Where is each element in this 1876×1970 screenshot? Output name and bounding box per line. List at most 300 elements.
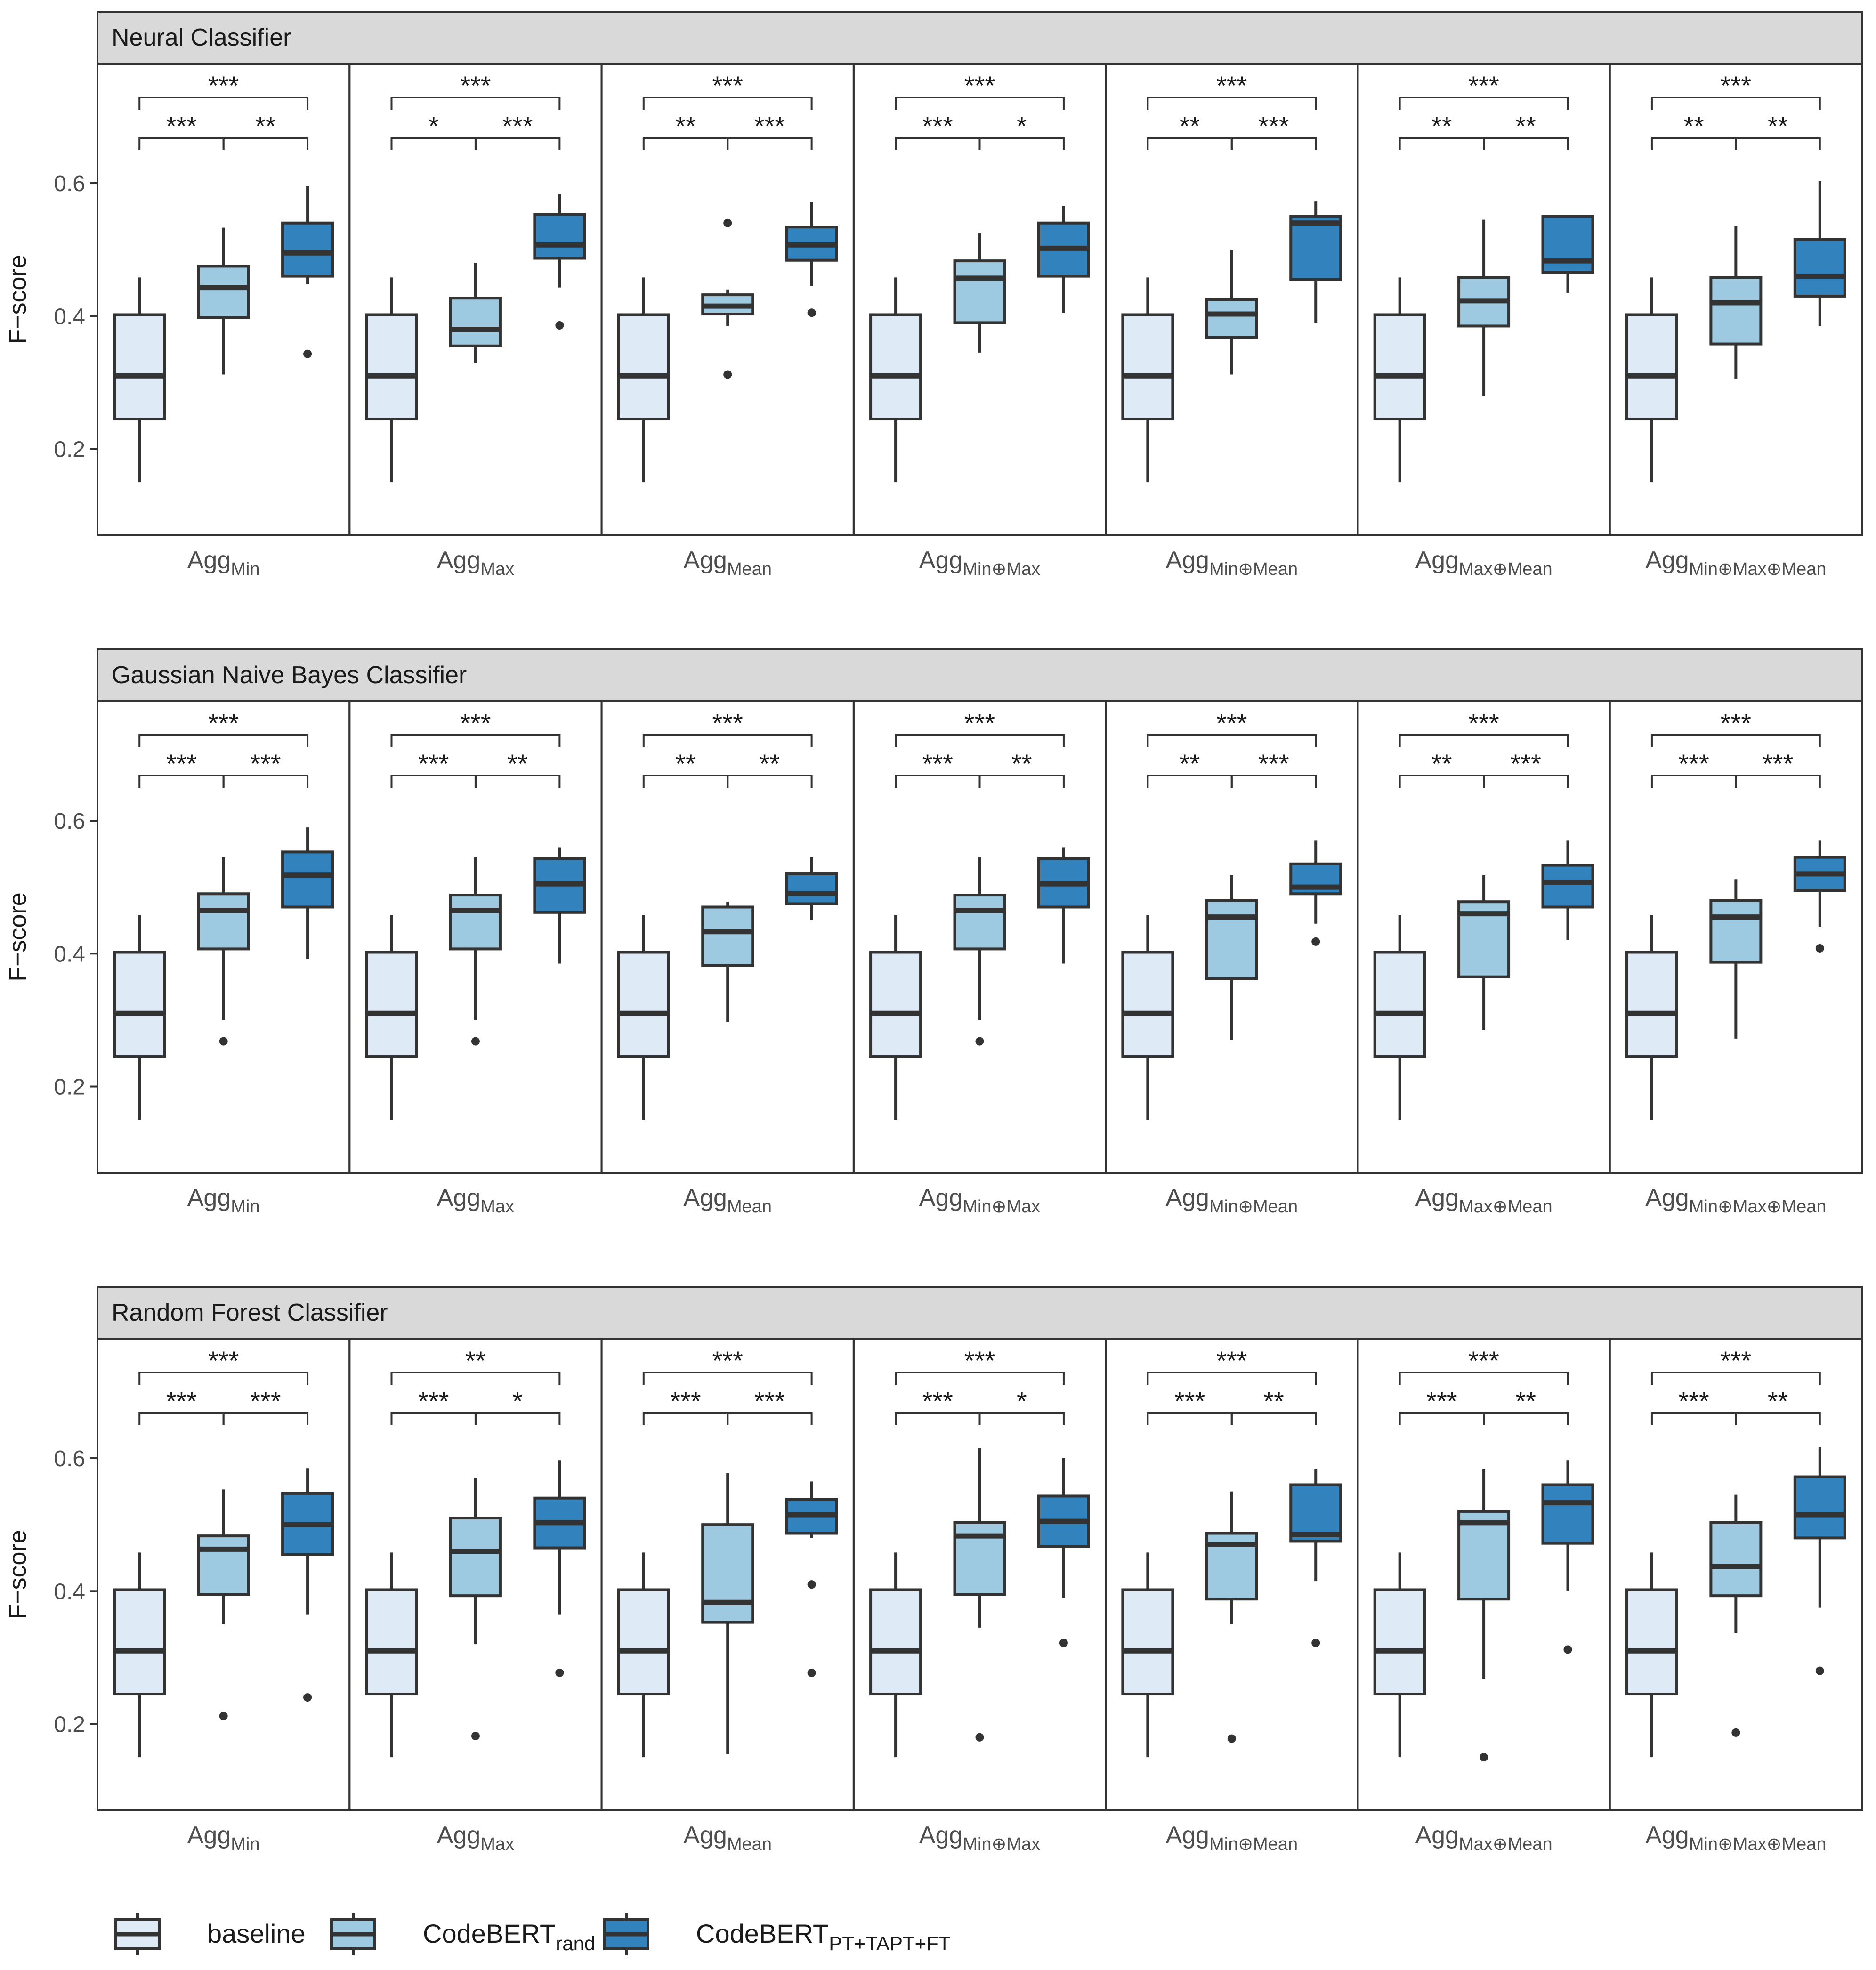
facet-5: [1358, 1339, 1609, 1854]
x-category-sub: Min⊕Mean: [1209, 1197, 1298, 1217]
sig-bracket-top-label: ***: [712, 71, 743, 100]
sig-bracket-right: [1484, 1386, 1568, 1425]
sig-bracket-right-label: ***: [754, 1386, 785, 1416]
box-iqr: [955, 895, 1005, 949]
box-baseline: [619, 915, 669, 1120]
sig-bracket-top-label: ***: [460, 708, 491, 738]
outlier-point: [808, 308, 816, 317]
box-full: [1795, 1447, 1845, 1675]
x-category-label: [683, 1822, 772, 1854]
legend-label-sub: PT+TAPT+FT: [829, 1932, 951, 1954]
outlier-point: [471, 1732, 480, 1740]
box-iqr: [787, 874, 837, 904]
x-category-label: [187, 1822, 260, 1854]
x-category-base: Agg: [683, 547, 727, 574]
x-category-base: Agg: [919, 547, 963, 574]
outlier-point: [808, 1669, 816, 1677]
sig-bracket-top: [1148, 71, 1316, 110]
box-full: [1039, 206, 1089, 313]
box-rand: [199, 228, 249, 375]
box-full: [283, 1468, 332, 1702]
panel-0: [4, 12, 1862, 579]
sig-bracket-left: [1400, 749, 1484, 788]
x-category-sub: Max⊕Mean: [1458, 559, 1553, 579]
sig-bracket-left: [139, 749, 223, 788]
box-rand: [1711, 879, 1761, 1039]
x-category-base: Agg: [1415, 547, 1459, 574]
box-iqr: [871, 1590, 921, 1694]
sig-bracket-left-label: **: [1431, 749, 1452, 778]
x-category-base: Agg: [187, 547, 231, 574]
sig-bracket-left-label: ***: [166, 749, 197, 778]
box-iqr: [619, 952, 669, 1057]
box-rand: [1207, 250, 1257, 374]
sig-bracket-right: [1736, 111, 1819, 150]
box-full: [534, 1460, 584, 1677]
x-category-label: [437, 1822, 514, 1854]
sig-bracket-right: [1484, 111, 1568, 150]
sig-bracket-right-label: ***: [1258, 749, 1289, 778]
sig-bracket-right: [728, 111, 811, 150]
sig-bracket-top: [1652, 1346, 1820, 1385]
sig-bracket-left: [392, 1386, 476, 1425]
box-baseline: [871, 277, 921, 482]
box-full: [1291, 840, 1341, 946]
x-category-base: Agg: [683, 1184, 727, 1211]
x-category-base: Agg: [1645, 1184, 1689, 1211]
sig-bracket-right-label: **: [1263, 1386, 1284, 1416]
box-rand: [703, 902, 752, 1022]
sig-bracket-right-label: ***: [250, 1386, 281, 1416]
facet-5: [1358, 64, 1609, 579]
x-category-label: [919, 1184, 1040, 1217]
box-rand: [955, 233, 1005, 353]
sig-bracket-left: [1148, 111, 1231, 150]
sig-bracket-top: [1148, 1346, 1316, 1385]
sig-bracket-left-label: **: [1683, 111, 1704, 141]
sig-bracket-top-label: ***: [1216, 1346, 1247, 1375]
sig-bracket-right-label: **: [759, 749, 780, 778]
x-category-sub: Min: [231, 1197, 260, 1217]
sig-bracket-right-label: ***: [754, 111, 785, 141]
box-full: [1795, 181, 1845, 326]
box-baseline: [1375, 277, 1425, 482]
facet-0: [97, 701, 349, 1217]
box-rand: [1711, 1495, 1761, 1737]
sig-bracket-right-label: ***: [1762, 749, 1794, 778]
sig-bracket-right-label: **: [507, 749, 528, 778]
box-iqr: [703, 907, 752, 965]
box-baseline: [1627, 915, 1677, 1120]
facet-2: [602, 1339, 854, 1854]
x-category-label: [1415, 1822, 1552, 1854]
box-full: [1543, 840, 1593, 940]
sig-bracket-top: [1400, 1346, 1568, 1385]
facet-2: [602, 701, 854, 1217]
outlier-point: [723, 219, 732, 227]
box-rand: [199, 857, 249, 1046]
sig-bracket-top: [1652, 708, 1820, 747]
x-category-sub: Min⊕Max: [962, 559, 1041, 579]
box-full: [283, 186, 332, 358]
sig-bracket-right: [728, 1386, 811, 1425]
facet-4: [1106, 64, 1358, 579]
sig-bracket-top-label: ***: [1468, 71, 1499, 100]
sig-bracket-right: [476, 749, 559, 788]
sig-bracket-left-label: **: [675, 749, 696, 778]
sig-bracket-top: [1400, 71, 1568, 110]
box-rand: [1459, 1469, 1509, 1761]
x-category-sub: Min: [231, 1834, 260, 1854]
sig-bracket-left: [139, 111, 223, 150]
sig-bracket-top: [139, 71, 307, 110]
sig-bracket-left-label: ***: [166, 1386, 197, 1416]
sig-bracket-right: [1232, 111, 1316, 150]
box-full: [787, 857, 837, 920]
box-baseline: [367, 1552, 417, 1757]
box-baseline: [114, 915, 164, 1120]
box-full: [283, 827, 332, 959]
outlier-point: [1731, 1728, 1740, 1737]
box-rand: [199, 1489, 249, 1720]
x-category-label: [1645, 1184, 1826, 1217]
legend-item-baseline: [116, 1913, 306, 1955]
box-baseline: [1123, 915, 1172, 1120]
facet-6: [1610, 1339, 1862, 1854]
box-iqr: [1123, 315, 1172, 419]
sig-bracket-right-label: *: [512, 1386, 523, 1416]
box-iqr: [1711, 1523, 1761, 1596]
x-category-base: Agg: [1645, 1822, 1689, 1849]
y-tick-label: 0.4: [54, 942, 85, 967]
x-category-label: [187, 1184, 260, 1217]
box-baseline: [114, 1552, 164, 1757]
sig-bracket-right: [980, 111, 1064, 150]
outlier-point: [219, 1037, 228, 1046]
box-rand: [1459, 220, 1509, 396]
legend-label-sub: rand: [556, 1932, 596, 1954]
sig-bracket-left: [1652, 111, 1736, 150]
sig-bracket-left-label: ***: [922, 1386, 953, 1416]
x-category-sub: Mean: [727, 559, 772, 579]
sig-bracket-top: [896, 71, 1064, 110]
x-category-sub: Min⊕Max: [962, 1834, 1041, 1854]
x-category-base: Agg: [1165, 547, 1209, 574]
panel-title: Gaussian Naive Bayes Classifier: [112, 662, 467, 689]
legend-label: [696, 1919, 950, 1954]
box-iqr: [114, 952, 164, 1057]
sig-bracket-left-label: ***: [166, 111, 197, 141]
sig-bracket-left-label: ***: [1426, 1386, 1457, 1416]
outlier-point: [1311, 937, 1320, 946]
x-category-sub: Min⊕Max⊕Mean: [1689, 1834, 1827, 1854]
x-category-sub: Min⊕Mean: [1209, 1834, 1298, 1854]
x-category-sub: Min⊕Max⊕Mean: [1689, 1197, 1827, 1217]
outlier-point: [1564, 1645, 1572, 1654]
sig-bracket-left-label: **: [1179, 749, 1200, 778]
x-category-base: Agg: [1165, 1822, 1209, 1849]
x-category-base: Agg: [1415, 1184, 1459, 1211]
sig-bracket-top-label: ***: [208, 71, 239, 100]
box-iqr: [1627, 315, 1677, 419]
box-iqr: [283, 852, 332, 907]
sig-bracket-top-label: ***: [712, 1346, 743, 1375]
y-tick-label: 0.6: [54, 1446, 85, 1472]
y-tick-label: 0.2: [54, 437, 85, 462]
outlier-point: [1228, 1735, 1236, 1743]
sig-bracket-right: [980, 749, 1064, 788]
box-baseline: [1123, 277, 1172, 482]
y-axis-label: F−score: [4, 892, 32, 982]
x-category-base: Agg: [437, 1822, 481, 1849]
x-category-base: Agg: [187, 1822, 231, 1849]
box-full: [1039, 847, 1089, 963]
sig-bracket-top: [896, 708, 1064, 747]
sig-bracket-right-label: ***: [250, 749, 281, 778]
box-iqr: [199, 894, 249, 949]
sig-bracket-left: [644, 1386, 728, 1425]
sig-bracket-top: [644, 708, 812, 747]
box-iqr: [1375, 1590, 1425, 1694]
box-rand: [1207, 875, 1257, 1040]
sig-bracket-top-label: ***: [208, 708, 239, 738]
box-iqr: [451, 298, 501, 346]
box-rand: [955, 1448, 1005, 1742]
x-category-base: Agg: [919, 1822, 963, 1849]
sig-bracket-right-label: **: [1011, 749, 1032, 778]
box-full: [787, 202, 837, 317]
box-baseline: [1375, 1552, 1425, 1757]
box-iqr: [871, 952, 921, 1057]
box-full: [787, 1481, 837, 1677]
box-iqr: [1207, 299, 1257, 337]
box-iqr: [534, 214, 584, 258]
box-iqr: [1711, 277, 1761, 344]
sig-bracket-right-label: ***: [1258, 111, 1289, 141]
box-iqr: [199, 266, 249, 317]
box-rand: [451, 857, 501, 1046]
box-baseline: [871, 1552, 921, 1757]
sig-bracket-right: [224, 1386, 307, 1425]
box-iqr: [1543, 1485, 1593, 1543]
sig-bracket-left: [1148, 749, 1231, 788]
sig-bracket-left: [1148, 1386, 1231, 1425]
x-category-sub: Min⊕Mean: [1209, 559, 1298, 579]
box-full: [534, 847, 584, 963]
outlier-point: [976, 1733, 984, 1742]
sig-bracket-left: [896, 749, 979, 788]
facet-5: [1358, 701, 1609, 1217]
sig-bracket-left-label: **: [1431, 111, 1452, 141]
x-category-base: Agg: [437, 547, 481, 574]
sig-bracket-left: [392, 111, 476, 150]
sig-bracket-right: [1232, 749, 1316, 788]
sig-bracket-left-label: ***: [418, 1386, 449, 1416]
outlier-point: [1816, 944, 1824, 953]
facet-6: [1610, 64, 1862, 579]
box-full: [1795, 840, 1845, 953]
sig-bracket-right-label: ***: [502, 111, 533, 141]
box-iqr: [619, 315, 669, 419]
box-iqr: [367, 315, 417, 419]
outlier-point: [1311, 1639, 1320, 1647]
x-category-label: [437, 547, 514, 579]
facet-3: [854, 1339, 1106, 1854]
outlier-point: [1059, 1639, 1068, 1647]
y-tick-label: 0.6: [54, 171, 85, 197]
legend-label-base: CodeBERT: [696, 1919, 829, 1948]
y-axis-label: F−score: [4, 1530, 32, 1619]
sig-bracket-right-label: ***: [1510, 749, 1541, 778]
box-iqr: [1795, 240, 1845, 296]
facet-4: [1106, 1339, 1358, 1854]
panel-1: [4, 649, 1862, 1217]
y-tick-label: 0.6: [54, 809, 85, 834]
sig-bracket-left-label: ***: [418, 749, 449, 778]
x-category-sub: Max⊕Mean: [1458, 1197, 1553, 1217]
legend-label-base: CodeBERT: [423, 1919, 556, 1948]
sig-bracket-top-label: ***: [1720, 708, 1752, 738]
outlier-point: [555, 321, 564, 330]
x-category-label: [1165, 1822, 1298, 1854]
sig-bracket-top-label: ***: [964, 71, 995, 100]
box-full: [1291, 201, 1341, 323]
box-iqr: [1543, 217, 1593, 273]
x-category-sub: Mean: [727, 1197, 772, 1217]
box-iqr: [1375, 952, 1425, 1057]
sig-bracket-top-label: ***: [1720, 1346, 1752, 1375]
box-rand: [703, 1473, 752, 1754]
box-iqr: [1543, 865, 1593, 907]
sig-bracket-right-label: *: [1016, 111, 1027, 141]
x-category-sub: Max: [480, 1197, 515, 1217]
sig-bracket-top-label: ***: [1468, 1346, 1499, 1375]
sig-bracket-right-label: **: [255, 111, 276, 141]
x-category-label: [683, 1184, 772, 1217]
outlier-point: [1480, 1753, 1488, 1761]
box-baseline: [1123, 1552, 1172, 1757]
x-category-sub: Min⊕Max: [962, 1197, 1041, 1217]
box-full: [1543, 1460, 1593, 1654]
facet-2: [602, 64, 854, 579]
y-tick-label: 0.2: [54, 1074, 85, 1100]
box-iqr: [199, 1536, 249, 1594]
sig-bracket-top: [1652, 71, 1820, 110]
facet-0: [97, 1339, 349, 1854]
outlier-point: [219, 1712, 228, 1720]
x-category-label: [1165, 547, 1298, 579]
sig-bracket-top-label: ***: [1720, 71, 1752, 100]
sig-bracket-top: [392, 1346, 560, 1385]
panel-strip: [97, 12, 1862, 64]
sig-bracket-top-label: ***: [964, 708, 995, 738]
y-tick-label: 0.4: [54, 304, 85, 330]
sig-bracket-top-label: ***: [964, 1346, 995, 1375]
x-category-label: [919, 1822, 1040, 1854]
sig-bracket-right: [1736, 749, 1819, 788]
sig-bracket-left: [392, 749, 476, 788]
box-full: [534, 194, 584, 330]
outlier-point: [808, 1580, 816, 1589]
x-category-base: Agg: [1165, 1184, 1209, 1211]
y-tick-label: 0.2: [54, 1712, 85, 1737]
box-baseline: [1375, 915, 1425, 1120]
box-iqr: [1207, 900, 1257, 979]
x-category-base: Agg: [437, 1184, 481, 1211]
x-category-sub: Min⊕Max⊕Mean: [1689, 559, 1827, 579]
sig-bracket-right: [224, 111, 307, 150]
box-iqr: [1711, 900, 1761, 962]
box-rand: [1459, 875, 1509, 1030]
x-category-label: [919, 547, 1040, 579]
box-baseline: [1627, 277, 1677, 482]
sig-bracket-right: [728, 749, 811, 788]
box-baseline: [619, 277, 669, 482]
panel-title: Random Forest Classifier: [112, 1299, 388, 1326]
box-iqr: [283, 223, 332, 276]
box-rand: [451, 1478, 501, 1740]
sig-bracket-right: [476, 111, 559, 150]
sig-bracket-left: [1400, 111, 1484, 150]
x-category-label: [1165, 1184, 1298, 1217]
sig-bracket-top-label: ***: [1216, 708, 1247, 738]
box-baseline: [367, 277, 417, 482]
x-category-label: [187, 547, 260, 579]
sig-bracket-left: [644, 111, 728, 150]
sig-bracket-left: [1400, 1386, 1484, 1425]
box-baseline: [1627, 1552, 1677, 1757]
box-rand: [1207, 1492, 1257, 1743]
x-category-sub: Max⊕Mean: [1458, 1834, 1553, 1854]
sig-bracket-top-label: ***: [712, 708, 743, 738]
sig-bracket-right: [980, 1386, 1064, 1425]
sig-bracket-top: [139, 708, 307, 747]
sig-bracket-top: [644, 71, 812, 110]
x-category-base: Agg: [1645, 547, 1689, 574]
outlier-point: [555, 1669, 564, 1677]
box-full: [1543, 215, 1593, 293]
x-category-sub: Max: [480, 559, 515, 579]
sig-bracket-left-label: ***: [922, 749, 953, 778]
outlier-point: [976, 1037, 984, 1046]
facet-3: [854, 64, 1106, 579]
outlier-point: [303, 350, 312, 358]
sig-bracket-right-label: **: [1767, 111, 1788, 141]
box-baseline: [367, 915, 417, 1120]
box-full: [1039, 1458, 1089, 1647]
box-rand: [1711, 226, 1761, 379]
sig-bracket-left-label: ***: [670, 1386, 701, 1416]
sig-bracket-top: [896, 1346, 1064, 1385]
box-rand: [955, 857, 1005, 1046]
sig-bracket-left: [1652, 749, 1736, 788]
panel-2: [4, 1287, 1862, 1854]
legend-label-base: baseline: [207, 1919, 306, 1948]
facet-1: [349, 701, 601, 1217]
sig-bracket-right: [1232, 1386, 1316, 1425]
legend-item-full: [605, 1913, 950, 1955]
box-iqr: [451, 895, 501, 949]
box-iqr: [703, 1525, 752, 1622]
sig-bracket-top-label: ***: [208, 1346, 239, 1375]
facet-1: [349, 1339, 601, 1854]
sig-bracket-left-label: **: [1179, 111, 1200, 141]
sig-bracket-right-label: **: [1515, 111, 1536, 141]
x-category-label: [437, 1184, 514, 1217]
sig-bracket-left-label: ***: [1678, 1386, 1709, 1416]
sig-bracket-left: [896, 1386, 979, 1425]
box-iqr: [955, 261, 1005, 323]
